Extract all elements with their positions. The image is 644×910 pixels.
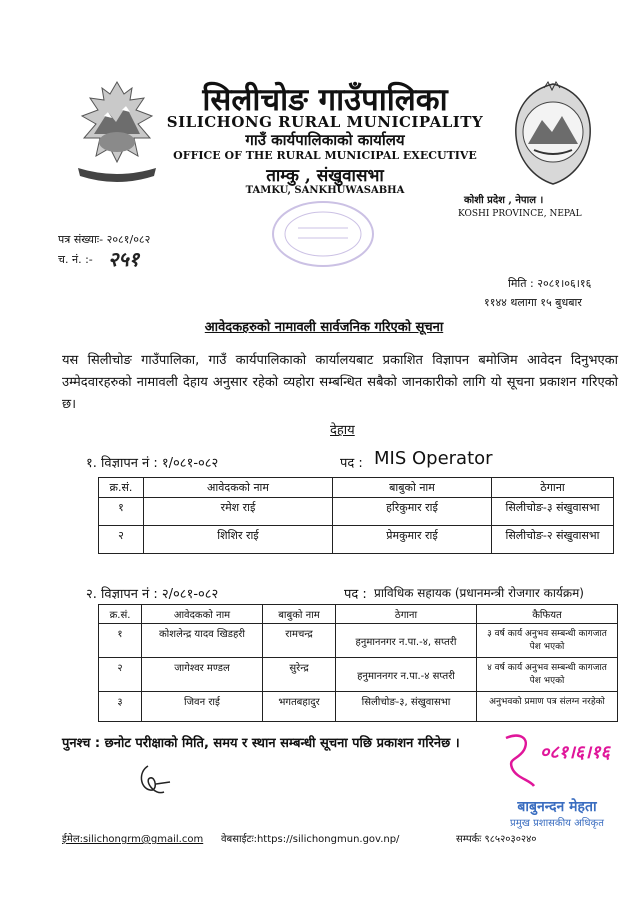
office-name-np: गाउँ कार्यपालिकाको कार्यालय (245, 131, 405, 149)
footer-website[interactable]: वेबसाईटः:https://silichongmun.gov.np/ (221, 834, 400, 845)
table-cell: सिलीचोङ-३ संखुवासभा (492, 498, 614, 526)
table-header-cell: ठेगाना (492, 478, 614, 498)
section2-post-label: पद : (344, 587, 367, 602)
notice-body: यस सिलीचोङ गाउँपालिका, गाउँ कार्यपालिकाको कार्यालयबाट प्रकाशित विज्ञापन बमोजिम आवेदन दिनुभएका उम्मेदवारहरुको नामावली देहाय अनुसार रहेको व्यहोरा सम्बन्धित सबैको जानकारीको लागि यो सूचना प्रकाशन गरिएको छ। (62, 353, 618, 412)
chalani-label: च. नं. :- (58, 253, 93, 266)
section2-advertisement: २. विज्ञापन नं : २/०८१-०८२ (86, 587, 219, 602)
table-cell: २ (99, 658, 142, 692)
table-cell: प्रेमकुमार राई (333, 526, 492, 554)
table-header-cell: बाबुको नाम (263, 605, 336, 624)
nepal-emblem-icon (74, 76, 160, 188)
section2-post-value: प्राविधिक सहायक (प्रधानमन्त्री रोजगार कार्यक्रम) (374, 586, 584, 600)
section1-table (98, 477, 614, 554)
chalani-number: २५१ (108, 247, 140, 271)
table-row (99, 692, 618, 722)
officer-signature (500, 728, 540, 788)
table-cell: रामचन्द्र (263, 624, 336, 658)
table-cell: १ (99, 624, 142, 658)
table-cell: जागेश्वर मण्डल (142, 658, 263, 692)
stamp-officer-name: बाबुनन्दन मेहता (517, 799, 597, 815)
table-header-cell: क्र.सं. (99, 478, 144, 498)
table-header-cell: क्र.सं. (99, 605, 142, 624)
office-seal-icon (268, 198, 378, 270)
postscript-note: पुनश्च : छनोट परीक्षाको मिति, समय र स्थान सम्बन्धी सूचना पछि प्रकाशन गरिनेछ । (62, 736, 460, 751)
table-cell: कोशलेन्द्र यादव खिडहरी (142, 624, 263, 658)
section1-post-label: पद : (340, 456, 363, 471)
municipality-name-en: SILICHONG RURAL MUNICIPALITY (166, 113, 484, 131)
table-header-cell: आवेदकको नाम (144, 478, 333, 498)
table-cell: हरिकुमार राई (333, 498, 492, 526)
date-miti: मिति : २०८१।०६।१६ (508, 277, 592, 290)
footer-email[interactable]: ईमेल:silichongrm@gmail.com (62, 834, 204, 845)
municipality-logo-icon (508, 80, 598, 188)
table-cell: हनुमाननगर न.पा.-४ सप्तरी (336, 658, 477, 692)
stamp-officer-title: प्रमुख प्रशासकीय अधिकृत (510, 818, 604, 829)
section1-post-value: MIS Operator (374, 448, 493, 469)
footer-phone: सम्पर्कः ९८५२०३०२४० (456, 834, 537, 845)
initial-signature (134, 762, 174, 802)
place-np: ताम्कु , संखुवासभा (266, 166, 384, 186)
province-en: KOSHI PROVINCE, NEPAL (458, 209, 582, 219)
table-cell: सुरेन्द्र (263, 658, 336, 692)
table-cell: रमेश राई (144, 498, 333, 526)
table-header-cell: बाबुको नाम (333, 478, 492, 498)
table-cell: १ (99, 498, 144, 526)
table-cell: २ (99, 526, 144, 554)
table-row (99, 624, 618, 658)
date-nepal-sambat: ११४४ थलागा १५ बुधबार (484, 296, 582, 309)
province-np: कोशी प्रदेश , नेपाल । (464, 195, 544, 206)
section1-advertisement: १. विज्ञापन नं : १/०८१-०८२ (86, 456, 219, 471)
table-header-cell: आवेदकको नाम (142, 605, 263, 624)
table-header-cell: ठेगाना (336, 605, 477, 624)
table-cell: ४ वर्ष कार्य अनुभव सम्बन्धी कागजात पेश भएको (477, 658, 618, 692)
signature-date: ०८१।६।१६ (540, 742, 610, 763)
table-cell: हनुमाननगर न.पा.-४, सप्तरी (336, 624, 477, 658)
table-row (99, 498, 614, 526)
patra-sankhya: पत्र संख्याः- २०८१/०८२ (58, 233, 151, 246)
table-cell: सिलीचोङ-३, संखुवासभा (336, 692, 477, 722)
table-header-row (99, 605, 618, 624)
table-cell: ३ वर्ष कार्य अनुभव सम्बन्धी कागजात पेश भएको (477, 624, 618, 658)
table-cell: ३ (99, 692, 142, 722)
office-name-en: OFFICE OF THE RURAL MUNICIPAL EXECUTIVE (173, 149, 477, 162)
notice-subject: आवेदकहरुको नामावली सार्वजनिक गरिएको सूचना (204, 320, 444, 335)
section2-table (98, 604, 618, 722)
table-cell: शिशिर राई (144, 526, 333, 554)
table-cell: अनुभवको प्रमाण पत्र संलग्न नरहेको (477, 692, 618, 722)
table-row (99, 526, 614, 554)
table-header-cell: कैफियत (477, 605, 618, 624)
table-cell: सिलीचोङ-२ संखुवासभा (492, 526, 614, 554)
municipality-name-np: सिलीचोङ गाउँपालिका (202, 82, 448, 118)
dehaya-heading: देहाय (330, 423, 355, 438)
table-cell: भगतबहादुर (263, 692, 336, 722)
table-cell: जिवन राई (142, 692, 263, 722)
table-row (99, 658, 618, 692)
place-en: TAMKU, SANKHUWASABHA (245, 185, 405, 196)
table-header-row (99, 478, 614, 498)
